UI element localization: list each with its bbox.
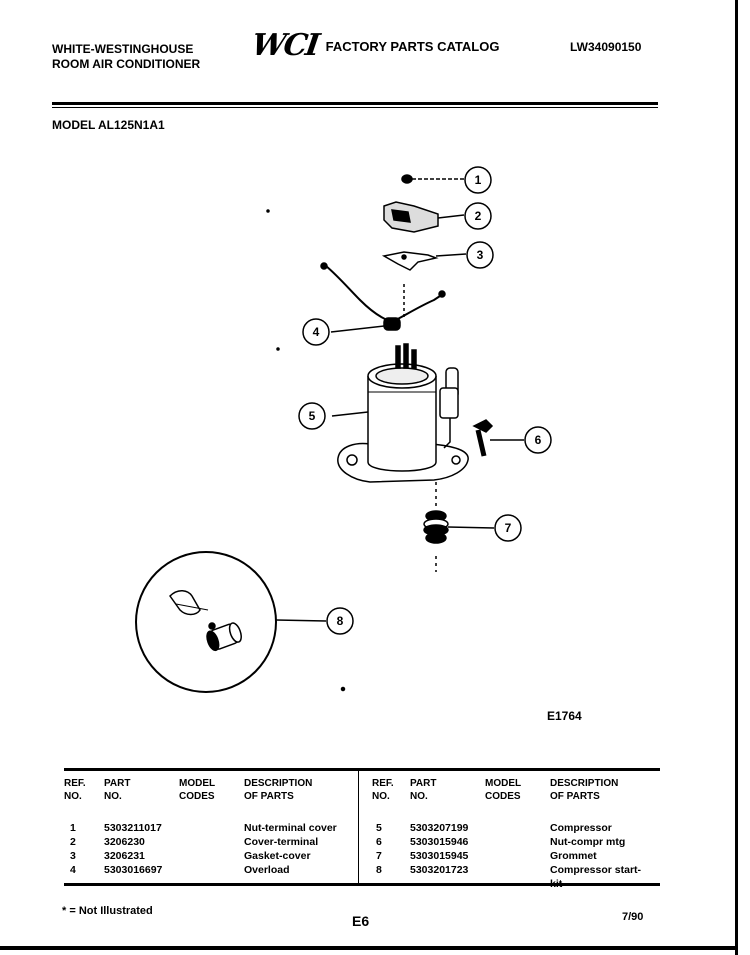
table-row: [64, 821, 358, 835]
table-row: [64, 849, 358, 863]
terminal-cover-part: [384, 202, 464, 232]
part-no: 5303015945: [410, 850, 469, 862]
compressor-part: [332, 344, 468, 510]
start-kit-part: [136, 552, 326, 692]
callout-5: [299, 403, 325, 429]
header-description: DESCRIPTION OF PARTS: [244, 778, 313, 802]
svg-text:8: 8: [336, 614, 344, 628]
part-no: 5303201723: [410, 864, 469, 876]
part-description: Nut-compr mtg: [550, 836, 626, 848]
table-divider: [358, 771, 359, 883]
part-no: 5303207199: [410, 822, 469, 834]
callout-8: [327, 608, 353, 634]
header-part-no: PART NO.: [104, 778, 131, 802]
parts-table: [64, 768, 660, 890]
header-model-codes: MODEL CODES: [179, 778, 216, 802]
ref-no: 2: [70, 836, 76, 848]
part-no: 5303016697: [104, 864, 163, 876]
catalog-number: LW34090150: [570, 40, 642, 54]
gasket-cover-part: [384, 252, 466, 270]
part-description: Grommet: [550, 850, 597, 862]
wci-logo: WCI: [249, 28, 321, 63]
svg-text:5: 5: [308, 409, 316, 423]
part-description: Gasket-cover: [244, 850, 311, 862]
table-row: [370, 835, 660, 849]
part-no: 3206230: [104, 836, 145, 848]
part-no: 5303211017: [104, 822, 162, 834]
terminal-nut-part: [402, 175, 464, 183]
ref-no: 8: [376, 864, 382, 876]
table-row: [64, 863, 358, 877]
ref-no: 5: [376, 822, 382, 834]
header-model-codes: MODEL CODES: [485, 778, 522, 802]
mounting-nut-part: [474, 420, 524, 456]
ref-no: 4: [70, 864, 76, 876]
page-number: E6: [352, 913, 370, 929]
svg-text:3: 3: [476, 248, 484, 262]
callout-6: [525, 427, 551, 453]
table-row: [370, 821, 660, 835]
header-part-no: PART NO.: [410, 778, 437, 802]
part-description: Nut-terminal cover: [244, 822, 337, 834]
svg-text:1: 1: [474, 173, 482, 187]
part-description: Cover-terminal: [244, 836, 319, 848]
overload-part: [321, 263, 445, 332]
svg-text:7: 7: [504, 521, 512, 535]
svg-text:6: 6: [534, 433, 542, 447]
part-no: 3206231: [104, 850, 145, 862]
callout-1: [465, 167, 491, 193]
table-row: [370, 863, 660, 891]
model-label: MODEL AL125N1A1: [52, 118, 165, 132]
parts-list-left: [64, 821, 358, 877]
diagram-code: E1764: [547, 709, 582, 723]
part-no: 5303015946: [410, 836, 469, 848]
ref-no: 3: [70, 850, 76, 862]
brand-name: WHITE-WESTINGHOUSE: [52, 42, 194, 56]
revision-date: 7/90: [622, 911, 644, 923]
header-description: DESCRIPTION OF PARTS: [550, 778, 619, 802]
ref-no: 7: [376, 850, 382, 862]
header-ref-no: REF. NO.: [64, 778, 86, 802]
part-description: Compressor start- kit: [550, 864, 642, 890]
callout-3: [467, 242, 493, 268]
header-ref-no: REF. NO.: [372, 778, 394, 802]
table-row: [370, 849, 660, 863]
part-description: Compressor: [550, 822, 612, 834]
callout-2: [465, 203, 491, 229]
ref-no: 6: [376, 836, 382, 848]
svg-text:2: 2: [474, 209, 482, 223]
table-row: [64, 835, 358, 849]
part-description: Overload: [244, 864, 290, 876]
ref-no: 1: [70, 822, 76, 834]
catalog-title: FACTORY PARTS CATALOG: [325, 38, 500, 54]
parts-list-right: [370, 821, 660, 891]
product-type: ROOM AIR CONDITIONER: [52, 57, 201, 71]
not-illustrated-note: * = Not Illustrated: [62, 905, 153, 917]
grommet-part: [424, 511, 494, 572]
callout-7: [495, 515, 521, 541]
svg-text:4: 4: [312, 325, 320, 339]
callout-4: [303, 319, 329, 345]
